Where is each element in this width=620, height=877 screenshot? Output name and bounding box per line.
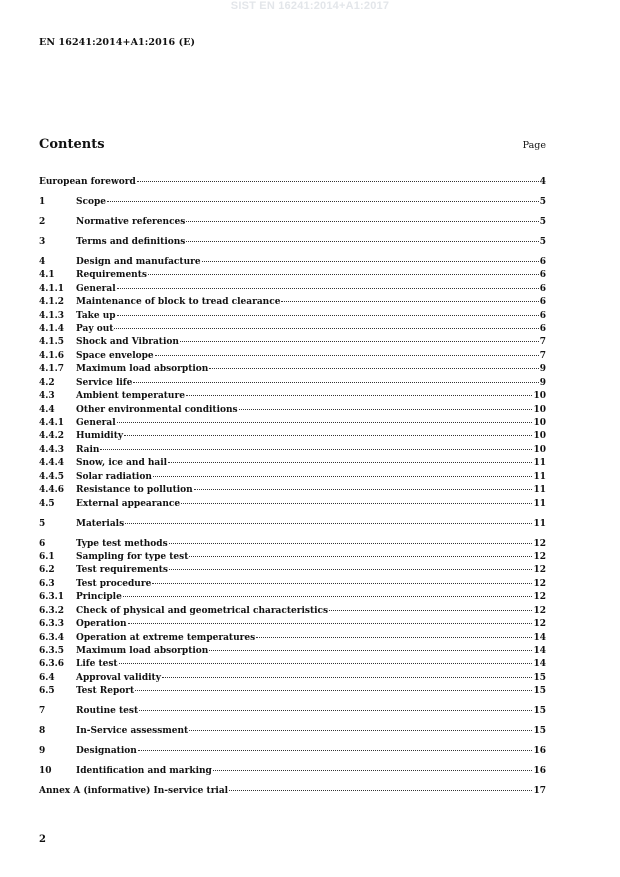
toc-entry-number: 6.3.5 (39, 646, 65, 656)
toc-entry[interactable] (39, 310, 546, 323)
toc-entry-number: 4.3 (39, 391, 55, 402)
toc-entry-number: 4.4.1 (39, 418, 65, 428)
toc-dot-leader (169, 543, 533, 544)
toc-dot-leader (107, 201, 539, 202)
toc-entry[interactable] (39, 591, 546, 604)
toc-entry-page: 7 (539, 350, 546, 361)
toc-entry-number: 6.3.1 (39, 592, 65, 603)
toc-entry[interactable] (39, 176, 546, 189)
toc-entry-title: Annex A (informative) In-service trial (39, 786, 229, 796)
toc-entry-title: Other environmental conditions (76, 404, 238, 415)
toc-dot-leader (138, 750, 533, 751)
toc-entry-page: 16 (533, 766, 546, 777)
toc-entry-page: 15 (533, 726, 546, 737)
toc-entry[interactable] (39, 256, 546, 269)
toc-dot-leader (213, 770, 533, 771)
toc-entry-title: General (76, 418, 116, 428)
toc-dot-leader (168, 462, 532, 463)
toc-entry-page: 14 (533, 659, 546, 670)
toc-entry[interactable] (39, 296, 546, 309)
toc-dot-leader (100, 449, 532, 450)
toc-entry[interactable] (39, 685, 546, 698)
toc-entry-page: 11 (533, 485, 546, 496)
toc-entry[interactable] (39, 645, 546, 658)
toc-entry-page: 6 (539, 323, 546, 334)
toc-entry[interactable] (39, 518, 546, 531)
toc-entry-page: 11 (533, 518, 546, 529)
toc-entry-number: 4.1.6 (39, 350, 65, 361)
toc-entry-page: 12 (533, 619, 546, 630)
toc-dot-leader (125, 523, 532, 524)
toc-entry-number: 6.5 (39, 686, 55, 697)
toc-entry-title: Test Report (76, 686, 135, 697)
toc-entry-number: 4.1.4 (39, 323, 65, 334)
toc-entry[interactable] (39, 269, 546, 282)
toc-entry-title: Maximum load absorption (76, 646, 209, 656)
toc-entry[interactable] (39, 605, 546, 618)
toc-entry-page: 12 (533, 565, 546, 576)
contents-heading: Contents (39, 137, 105, 152)
toc-entry[interactable] (39, 390, 546, 403)
toc-entry[interactable] (39, 725, 546, 738)
toc-entry-page: 5 (539, 196, 546, 207)
toc-entry-title: Design and manufacture (76, 256, 201, 267)
toc-dot-leader (281, 301, 538, 302)
toc-entry[interactable] (39, 705, 546, 718)
toc-entry-number: 5 (39, 518, 46, 529)
toc-entry-page: 9 (539, 377, 546, 388)
toc-entry-page: 6 (539, 256, 546, 267)
toc-entry[interactable] (39, 658, 546, 671)
toc-entry-title: Terms and definitions (76, 236, 186, 247)
toc-entry[interactable] (39, 745, 546, 758)
toc-entry-number: 8 (39, 726, 46, 737)
toc-entry-title: Scope (76, 196, 107, 207)
page-number: 2 (39, 834, 46, 845)
toc-entry-number: 6.3.6 (39, 659, 65, 670)
toc-entry-page: 4 (539, 177, 546, 187)
toc-entry-page: 5 (539, 216, 546, 227)
toc-entry-number: 2 (39, 216, 46, 227)
toc-dot-leader (209, 368, 538, 369)
toc-dot-leader (114, 328, 538, 329)
toc-entry-page: 7 (539, 337, 546, 348)
toc-entry-page: 10 (533, 431, 546, 442)
toc-entry-number: 9 (39, 746, 46, 757)
toc-entry-title: Service life (76, 377, 133, 388)
toc-entry[interactable] (39, 336, 546, 349)
toc-entry-number: 4.1.7 (39, 364, 65, 375)
toc-entry-page: 12 (533, 551, 546, 562)
toc-entry-title: Check of physical and geometrical characteristics (76, 605, 329, 616)
toc-entry[interactable] (39, 471, 546, 484)
toc-entry-number: 7 (39, 706, 46, 717)
toc-dot-leader (117, 422, 533, 423)
toc-entry-title: Type test methods (76, 538, 168, 549)
toc-entry-title: Humidity (76, 431, 124, 442)
toc-entry[interactable] (39, 350, 546, 363)
toc-entry-number: 1 (39, 196, 46, 207)
toc-dot-leader (189, 730, 532, 731)
toc-entry-page: 15 (533, 672, 546, 683)
toc-dot-leader (209, 650, 532, 651)
toc-entry-page: 10 (533, 404, 546, 415)
toc-entry-number: 6.3.2 (39, 605, 65, 616)
toc-entry-page: 10 (533, 418, 546, 428)
toc-entry-title: European foreword (39, 177, 136, 187)
table-of-contents (39, 176, 546, 798)
toc-entry-title: Designation (76, 746, 137, 757)
toc-entry-number: 4.1 (39, 270, 55, 281)
toc-entry-number: 4.5 (39, 498, 55, 509)
toc-entry-title: Routine test (76, 706, 139, 717)
toc-dot-leader (329, 610, 532, 611)
toc-entry-page: 14 (533, 632, 546, 643)
toc-entry[interactable] (39, 196, 546, 209)
toc-entry-title: Materials (76, 518, 125, 529)
toc-entry-title: Shock and Vibration (76, 337, 179, 348)
toc-entry-number: 4 (39, 256, 46, 267)
toc-dot-leader (123, 596, 533, 597)
toc-dot-leader (202, 261, 539, 262)
toc-entry-page: 6 (539, 310, 546, 321)
toc-entry-number: 6.2 (39, 565, 55, 576)
page-column-label: Page (522, 140, 546, 151)
toc-entry-page: 12 (533, 538, 546, 549)
toc-entry[interactable] (39, 632, 546, 645)
toc-entry-title: Space envelope (76, 350, 154, 361)
toc-entry-title: Solar radiation (76, 471, 152, 482)
toc-dot-leader (169, 569, 533, 570)
toc-entry-number: 4.1.1 (39, 283, 65, 294)
toc-dot-leader (152, 583, 532, 584)
toc-dot-leader (117, 315, 539, 316)
toc-entry-title: General (76, 283, 116, 294)
toc-entry-title: Normative references (76, 216, 186, 227)
toc-entry-title: Pay out (76, 323, 114, 334)
toc-entry-title: Requirements (76, 270, 147, 281)
toc-entry-number: 4.4.5 (39, 471, 65, 482)
toc-entry[interactable] (39, 444, 546, 457)
toc-dot-leader (162, 677, 533, 678)
toc-dot-leader (194, 489, 533, 490)
toc-dot-leader (153, 476, 533, 477)
toc-entry-number: 4.4.3 (39, 444, 65, 455)
toc-dot-leader (128, 623, 533, 624)
toc-entry[interactable] (39, 417, 546, 430)
toc-entry-page: 11 (533, 458, 546, 469)
toc-entry-number: 4.1.3 (39, 310, 65, 321)
toc-entry[interactable] (39, 377, 546, 390)
toc-entry-number: 4.4.2 (39, 431, 65, 442)
toc-entry-title: Operation at extreme temperatures (76, 632, 256, 643)
toc-entry[interactable] (39, 551, 546, 564)
toc-entry-title: Test requirements (76, 565, 168, 576)
toc-dot-leader (137, 181, 539, 182)
toc-entry-title: Test procedure (76, 578, 152, 589)
watermark: SIST EN 16241:2014+A1:2017 (230, 0, 390, 12)
toc-entry-page: 5 (539, 236, 546, 247)
toc-entry-page: 11 (533, 471, 546, 482)
toc-entry-title: In-Service assessment (76, 726, 189, 737)
toc-entry[interactable] (39, 404, 546, 417)
toc-dot-leader (180, 341, 539, 342)
toc-dot-leader (186, 395, 533, 396)
toc-entry-page: 9 (539, 364, 546, 375)
toc-entry-number: 6.3.3 (39, 619, 65, 630)
toc-dot-leader (148, 274, 539, 275)
toc-entry[interactable] (39, 457, 546, 470)
toc-dot-leader (239, 409, 533, 410)
toc-entry-page: 10 (533, 444, 546, 455)
toc-dot-leader (117, 288, 539, 289)
toc-entry[interactable] (39, 283, 546, 296)
toc-entry-number: 4.1.5 (39, 337, 65, 348)
toc-entry-title: Take up (76, 310, 116, 321)
toc-entry[interactable] (39, 236, 546, 249)
toc-entry-page: 17 (533, 786, 546, 796)
toc-entry[interactable] (39, 672, 546, 685)
toc-entry-page: 15 (533, 686, 546, 697)
toc-entry-page: 12 (533, 592, 546, 603)
toc-entry[interactable] (39, 323, 546, 336)
toc-entry-title: Sampling for type test (76, 551, 189, 562)
toc-entry-number: 4.2 (39, 377, 55, 388)
toc-entry-title: Life test (76, 659, 118, 670)
toc-entry-page: 12 (533, 605, 546, 616)
toc-dot-leader (139, 710, 532, 711)
toc-entry-number: 6 (39, 538, 46, 549)
toc-entry-number: 3 (39, 236, 46, 247)
toc-entry-page: 11 (533, 498, 546, 509)
toc-entry-page: 6 (539, 283, 546, 294)
toc-dot-leader (186, 221, 538, 222)
toc-entry-title: Resistance to pollution (76, 485, 193, 496)
toc-entry-number: 4.4 (39, 404, 55, 415)
toc-dot-leader (186, 241, 538, 242)
toc-entry[interactable] (39, 498, 546, 511)
toc-entry[interactable] (39, 618, 546, 631)
toc-entry-page: 6 (539, 270, 546, 281)
toc-entry-title: Identification and marking (76, 766, 212, 777)
toc-entry-title: Ambient temperature (76, 391, 185, 402)
document-id: EN 16241:2014+A1:2016 (E) (39, 37, 196, 48)
toc-entry[interactable] (39, 363, 546, 376)
toc-dot-leader (133, 382, 538, 383)
toc-entry-number: 6.3.4 (39, 632, 65, 643)
toc-entry-number: 6.1 (39, 551, 55, 562)
toc-entry-page: 14 (533, 646, 546, 656)
toc-entry-page: 10 (533, 391, 546, 402)
toc-dot-leader (256, 637, 532, 638)
toc-entry-page: 6 (539, 297, 546, 308)
toc-entry-number: 10 (39, 766, 52, 777)
toc-dot-leader (155, 355, 539, 356)
toc-entry[interactable] (39, 216, 546, 229)
toc-entry-number: 6.4 (39, 672, 55, 683)
toc-entry-title: Operation (76, 619, 127, 630)
toc-entry-number: 4.4.6 (39, 485, 65, 496)
toc-entry-number: 6.3 (39, 578, 55, 589)
toc-dot-leader (189, 556, 532, 557)
toc-entry-number: 4.4.4 (39, 458, 65, 469)
toc-dot-leader (229, 790, 532, 791)
toc-entry-title: Principle (76, 592, 122, 603)
toc-entry[interactable] (39, 785, 546, 798)
toc-entry-title: Rain (76, 444, 100, 455)
toc-entry-title: Approval validity (76, 672, 161, 683)
toc-entry[interactable] (39, 430, 546, 443)
toc-entry[interactable] (39, 578, 546, 591)
toc-dot-leader (181, 503, 532, 504)
toc-dot-leader (135, 690, 532, 691)
toc-entry[interactable] (39, 765, 546, 778)
toc-entry-page: 12 (533, 578, 546, 589)
toc-entry[interactable] (39, 484, 546, 497)
toc-entry-title: External appearance (76, 498, 181, 509)
toc-dot-leader (119, 663, 533, 664)
toc-entry[interactable] (39, 538, 546, 551)
toc-entry-title: Maintenance of block to tread clearance (76, 297, 281, 308)
toc-entry-title: Snow, ice and hail (76, 458, 168, 469)
toc-entry-page: 15 (533, 706, 546, 717)
toc-entry-title: Maximum load absorption (76, 364, 209, 375)
toc-entry-number: 4.1.2 (39, 297, 65, 308)
toc-dot-leader (124, 435, 532, 436)
toc-entry-page: 16 (533, 746, 546, 757)
toc-entry[interactable] (39, 564, 546, 577)
